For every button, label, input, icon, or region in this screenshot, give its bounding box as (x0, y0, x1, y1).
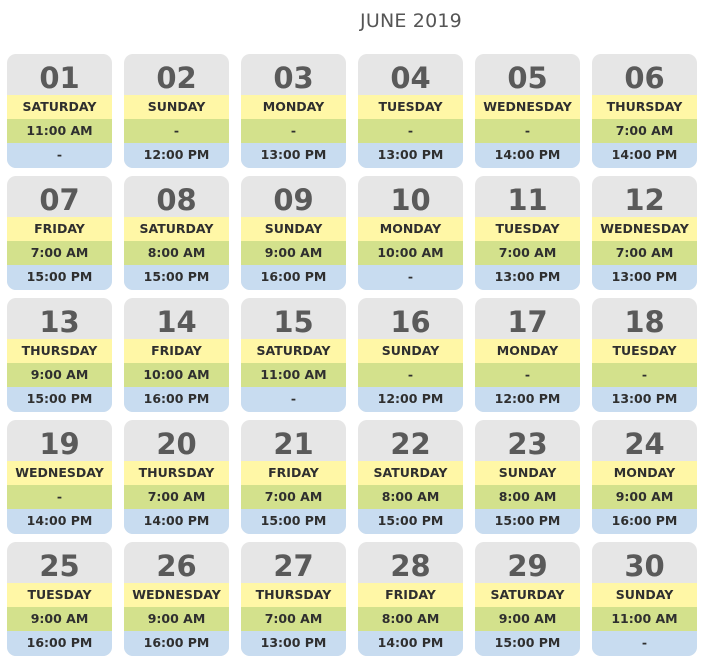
day-card[interactable] (241, 54, 346, 168)
start-time: 10:00 AM (124, 363, 229, 387)
day-card[interactable] (124, 298, 229, 412)
day-card[interactable] (241, 298, 346, 412)
weekday-label: SUNDAY (241, 217, 346, 241)
day-number: 28 (390, 549, 431, 583)
end-time: 13:00 PM (241, 143, 346, 168)
weekday-label: WEDNESDAY (124, 583, 229, 607)
day-number: 04 (390, 61, 431, 95)
end-time: 16:00 PM (241, 265, 346, 290)
end-time: 15:00 PM (241, 509, 346, 534)
end-time: 15:00 PM (7, 387, 112, 412)
weekday-label: MONDAY (592, 461, 697, 485)
end-time: 13:00 PM (475, 265, 580, 290)
weekday-label: TUESDAY (475, 217, 580, 241)
end-time: 13:00 PM (358, 143, 463, 168)
end-time: 16:00 PM (592, 509, 697, 534)
day-number: 14 (156, 305, 197, 339)
end-time: 14:00 PM (358, 631, 463, 656)
weekday-label: SUNDAY (475, 461, 580, 485)
day-number: 08 (156, 183, 197, 217)
day-card[interactable] (592, 542, 697, 656)
end-time: 14:00 PM (124, 509, 229, 534)
day-number: 16 (390, 305, 431, 339)
weekday-label: MONDAY (358, 217, 463, 241)
day-card[interactable] (124, 542, 229, 656)
end-time: 14:00 PM (475, 143, 580, 168)
start-time: 7:00 AM (7, 241, 112, 265)
day-number: 21 (273, 427, 314, 461)
day-number: 12 (624, 183, 665, 217)
day-card[interactable] (124, 54, 229, 168)
start-time: - (241, 119, 346, 143)
weekday-label: THURSDAY (7, 339, 112, 363)
weekday-label: THURSDAY (124, 461, 229, 485)
end-time: 12:00 PM (358, 387, 463, 412)
weekday-label: SATURDAY (124, 217, 229, 241)
day-number: 24 (624, 427, 665, 461)
weekday-label: SUNDAY (592, 583, 697, 607)
weekday-label: MONDAY (241, 95, 346, 119)
day-card[interactable] (358, 54, 463, 168)
day-card[interactable] (358, 542, 463, 656)
weekday-label: THURSDAY (592, 95, 697, 119)
day-number: 19 (39, 427, 80, 461)
day-number: 27 (273, 549, 314, 583)
day-number: 10 (390, 183, 431, 217)
day-card[interactable] (358, 176, 463, 290)
end-time: - (7, 143, 112, 168)
weekday-label: SATURDAY (7, 95, 112, 119)
end-time: 15:00 PM (475, 509, 580, 534)
day-number: 02 (156, 61, 197, 95)
day-card[interactable] (592, 298, 697, 412)
end-time: 14:00 PM (592, 143, 697, 168)
day-card[interactable] (7, 542, 112, 656)
end-time: 13:00 PM (592, 265, 697, 290)
end-time: 15:00 PM (358, 509, 463, 534)
day-number: 26 (156, 549, 197, 583)
weekday-label: FRIDAY (124, 339, 229, 363)
end-time: 13:00 PM (592, 387, 697, 412)
weekday-label: MONDAY (475, 339, 580, 363)
weekday-label: WEDNESDAY (475, 95, 580, 119)
weekday-label: TUESDAY (592, 339, 697, 363)
day-number: 17 (507, 305, 548, 339)
day-card[interactable] (358, 420, 463, 534)
day-card[interactable] (358, 298, 463, 412)
weekday-label: FRIDAY (358, 583, 463, 607)
weekday-label: WEDNESDAY (7, 461, 112, 485)
end-time: 12:00 PM (475, 387, 580, 412)
day-card[interactable] (475, 542, 580, 656)
day-card[interactable] (592, 176, 697, 290)
end-time: 15:00 PM (124, 265, 229, 290)
weekday-label: SATURDAY (475, 583, 580, 607)
day-card[interactable] (7, 420, 112, 534)
day-card[interactable] (241, 176, 346, 290)
day-number: 15 (273, 305, 314, 339)
day-card[interactable] (475, 54, 580, 168)
start-time: - (358, 119, 463, 143)
end-time: 13:00 PM (241, 631, 346, 656)
day-number: 29 (507, 549, 548, 583)
start-time: 9:00 AM (7, 363, 112, 387)
day-card[interactable] (475, 298, 580, 412)
end-time: 16:00 PM (124, 387, 229, 412)
day-card[interactable] (7, 54, 112, 168)
day-card[interactable] (124, 176, 229, 290)
start-time: - (475, 363, 580, 387)
day-number: 18 (624, 305, 665, 339)
day-card[interactable] (7, 298, 112, 412)
start-time: 7:00 AM (241, 607, 346, 631)
end-time: 15:00 PM (7, 265, 112, 290)
day-card[interactable] (241, 542, 346, 656)
day-card[interactable] (7, 176, 112, 290)
weekday-label: THURSDAY (241, 583, 346, 607)
start-time: 8:00 AM (124, 241, 229, 265)
start-time: 7:00 AM (592, 119, 697, 143)
day-card[interactable] (241, 420, 346, 534)
end-time: 16:00 PM (7, 631, 112, 656)
day-card[interactable] (592, 54, 697, 168)
end-time: 15:00 PM (475, 631, 580, 656)
day-number: 03 (273, 61, 314, 95)
day-card[interactable] (475, 420, 580, 534)
day-card[interactable] (592, 420, 697, 534)
start-time: 11:00 AM (241, 363, 346, 387)
end-time: - (358, 265, 463, 290)
day-number: 23 (507, 427, 548, 461)
start-time: 9:00 AM (241, 241, 346, 265)
day-card[interactable] (124, 420, 229, 534)
start-time: 7:00 AM (475, 241, 580, 265)
start-time: - (592, 363, 697, 387)
start-time: 8:00 AM (475, 485, 580, 509)
day-number: 25 (39, 549, 80, 583)
start-time: 9:00 AM (124, 607, 229, 631)
start-time: 11:00 AM (592, 607, 697, 631)
start-time: 8:00 AM (358, 607, 463, 631)
start-time: 10:00 AM (358, 241, 463, 265)
day-number: 06 (624, 61, 665, 95)
day-number: 22 (390, 427, 431, 461)
start-time: - (7, 485, 112, 509)
start-time: 7:00 AM (241, 485, 346, 509)
weekday-label: SATURDAY (241, 339, 346, 363)
start-time: 9:00 AM (475, 607, 580, 631)
start-time: 7:00 AM (592, 241, 697, 265)
start-time: 9:00 AM (7, 607, 112, 631)
month-title: JUNE 2019 (360, 10, 462, 32)
day-card[interactable] (475, 176, 580, 290)
weekday-label: TUESDAY (7, 583, 112, 607)
day-number: 30 (624, 549, 665, 583)
weekday-label: WEDNESDAY (592, 217, 697, 241)
weekday-label: FRIDAY (241, 461, 346, 485)
start-time: 9:00 AM (592, 485, 697, 509)
start-time: - (124, 119, 229, 143)
end-time: 16:00 PM (124, 631, 229, 656)
weekday-label: SUNDAY (358, 339, 463, 363)
day-number: 01 (39, 61, 80, 95)
start-time: 11:00 AM (7, 119, 112, 143)
day-number: 20 (156, 427, 197, 461)
weekday-label: TUESDAY (358, 95, 463, 119)
day-number: 09 (273, 183, 314, 217)
start-time: - (475, 119, 580, 143)
day-number: 07 (39, 183, 80, 217)
end-time: - (241, 387, 346, 412)
end-time: 12:00 PM (124, 143, 229, 168)
end-time: 14:00 PM (7, 509, 112, 534)
weekday-label: SUNDAY (124, 95, 229, 119)
start-time: - (358, 363, 463, 387)
day-number: 13 (39, 305, 80, 339)
start-time: 8:00 AM (358, 485, 463, 509)
weekday-label: SATURDAY (358, 461, 463, 485)
weekday-label: FRIDAY (7, 217, 112, 241)
start-time: 7:00 AM (124, 485, 229, 509)
day-number: 11 (507, 183, 548, 217)
day-number: 05 (507, 61, 548, 95)
end-time: - (592, 631, 697, 656)
